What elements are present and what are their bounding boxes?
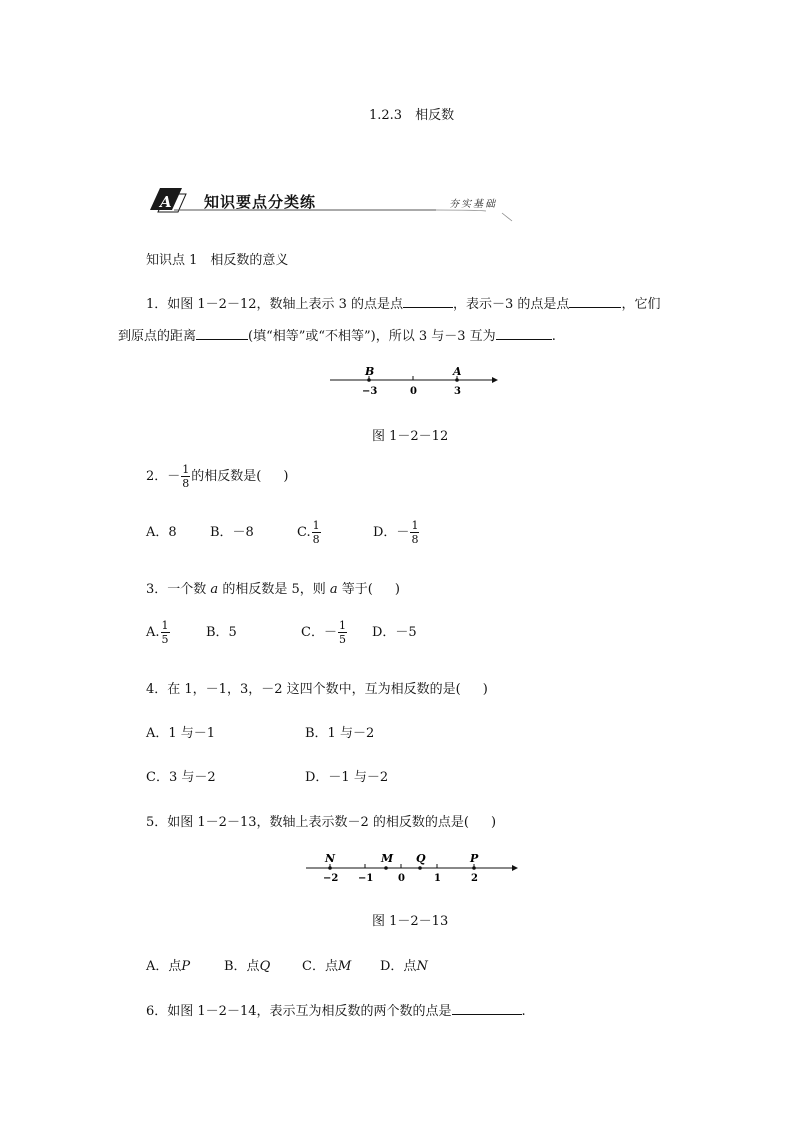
q1-text-b: ，表示－3 的点是点 <box>453 297 570 312</box>
q5-option-a[interactable]: A．点P <box>146 959 191 974</box>
fig12-point-b <box>367 378 371 382</box>
fig13-point-q <box>418 866 422 870</box>
fig13-point-n <box>328 866 332 870</box>
fig13-arrow <box>512 865 518 871</box>
fig13-label-n: N <box>325 852 336 865</box>
knowledge-point-heading: 知识点 1 相反数的意义 <box>146 253 289 268</box>
fig12-tick-label-3: 3 <box>454 386 461 397</box>
q5-option-d[interactable]: D．点N <box>380 959 428 974</box>
q3-variable-b: a <box>329 582 338 597</box>
q1-blank-4[interactable] <box>496 327 552 340</box>
banner-title: 知识要点分类练 <box>204 193 317 211</box>
q4-text: 4．在 1，－1，3，－2 这四个数中，互为相反数的是( <box>146 682 461 697</box>
q4-option-a[interactable]: A．1 与－1 <box>146 726 216 741</box>
fig13-point-p <box>472 866 476 870</box>
q3-text-a: 3．一个数 <box>146 582 207 597</box>
q2-option-d[interactable]: D．－ $\frac{1}{8}$ <box>373 519 419 546</box>
question-4-options-row-1 <box>146 722 374 741</box>
fig13-tick-label-2: 2 <box>471 873 478 884</box>
question-2-options <box>146 520 420 545</box>
question-5-options <box>146 955 428 974</box>
q3-option-a[interactable]: A. $\frac{1}{5}$ <box>146 619 169 646</box>
q2-prefix: 2．－ <box>146 469 181 484</box>
q4-option-d[interactable]: D．－1 与－2 <box>305 770 389 785</box>
fig12-label-a: A <box>453 365 462 378</box>
fig13-label-q: Q <box>416 852 426 865</box>
fig12-tick-label-neg3: −3 <box>362 386 378 397</box>
q2-option-b[interactable]: B．－8 <box>210 525 254 540</box>
q1-text-c: ，它们 <box>621 297 661 312</box>
q3-text-b: 的相反数是 5，则 <box>222 582 326 597</box>
q5-option-b[interactable]: B．点Q <box>224 959 271 974</box>
q2-close: ) <box>283 469 289 484</box>
fig12-arrow <box>492 377 498 383</box>
fig13-tick-label-neg2: −2 <box>323 873 339 884</box>
fig13-tick-label-1: 1 <box>434 873 441 884</box>
question-1-line-2 <box>118 325 556 344</box>
fig13-point-m <box>384 866 388 870</box>
q2-option-a[interactable]: A．8 <box>146 525 177 540</box>
q3-close: ) <box>394 582 400 597</box>
q6-blank[interactable] <box>452 1002 522 1015</box>
q3-text-c: 等于( <box>341 582 373 597</box>
fig13-tick-label-0: 0 <box>398 873 405 884</box>
q4-close: ) <box>482 682 488 697</box>
banner-underline-tail <box>436 210 486 211</box>
banner-badge-letter: A <box>160 193 172 211</box>
q1-text-f: . <box>551 329 556 344</box>
number-line-fig-13 <box>302 850 522 886</box>
question-4-options-row-2 <box>146 766 388 785</box>
fig13-tick-label-neg1: −1 <box>358 873 374 884</box>
fig13-caption: 图 1－2－13 <box>372 914 449 929</box>
q1-text-e: (填“相等”或“不相等”)，所以 3 与－3 互为 <box>248 329 496 344</box>
q5-option-c[interactable]: C．点M <box>302 959 352 974</box>
question-2 <box>146 464 288 489</box>
q1-text-d: 到原点的距离 <box>118 329 197 344</box>
q2-suffix: 的相反数是( <box>191 469 262 484</box>
q3-variable-a: a <box>210 582 219 597</box>
q5-close: ) <box>490 815 497 830</box>
section-title: 1.2.3 相反数 <box>369 108 455 123</box>
fig12-caption: 图 1－2－12 <box>372 429 449 444</box>
question-4 <box>146 678 488 697</box>
question-3 <box>146 578 400 597</box>
number-line-fig-12 <box>322 364 502 398</box>
q6-end: . <box>521 1004 526 1019</box>
banner-subtitle: 夯实基础 <box>449 199 497 210</box>
section-banner <box>146 186 516 222</box>
q4-option-b[interactable]: B．1 与－2 <box>305 726 375 741</box>
q1-blank-3[interactable] <box>196 327 248 340</box>
q1-blank-1[interactable] <box>403 295 453 308</box>
q1-blank-2[interactable] <box>569 295 621 308</box>
q3-option-c[interactable]: C．－ $\frac{1}{5}$ <box>301 619 346 646</box>
fig13-label-m: M <box>381 852 394 865</box>
fig13-label-p: P <box>470 852 479 865</box>
q4-option-c[interactable]: C．3 与－2 <box>146 770 216 785</box>
q3-option-b[interactable]: B．5 <box>206 625 237 640</box>
q3-option-d[interactable]: D．－5 <box>372 625 417 640</box>
q5-text: 5．如图 1－2－13，数轴上表示数－2 的相反数的点是( <box>146 815 469 830</box>
fig12-tick-label-0: 0 <box>410 386 417 397</box>
q1-text-a: 1．如图 1－2－12，数轴上表示 3 的点是点 <box>146 297 404 312</box>
q6-text: 6．如图 1－2－14，表示互为相反数的两个数的点是 <box>146 1004 452 1019</box>
q2-option-c[interactable]: C. $\frac{1}{8}$ <box>297 519 320 546</box>
fig12-label-b: B <box>365 365 375 378</box>
question-1-line-1 <box>146 293 660 312</box>
question-5 <box>146 811 496 830</box>
banner-corner-line <box>502 213 512 221</box>
question-3-options <box>146 620 417 645</box>
fig12-point-a <box>455 378 459 382</box>
question-6 <box>146 1000 526 1019</box>
q2-fraction: $\frac{1}{8}$ <box>182 463 190 490</box>
